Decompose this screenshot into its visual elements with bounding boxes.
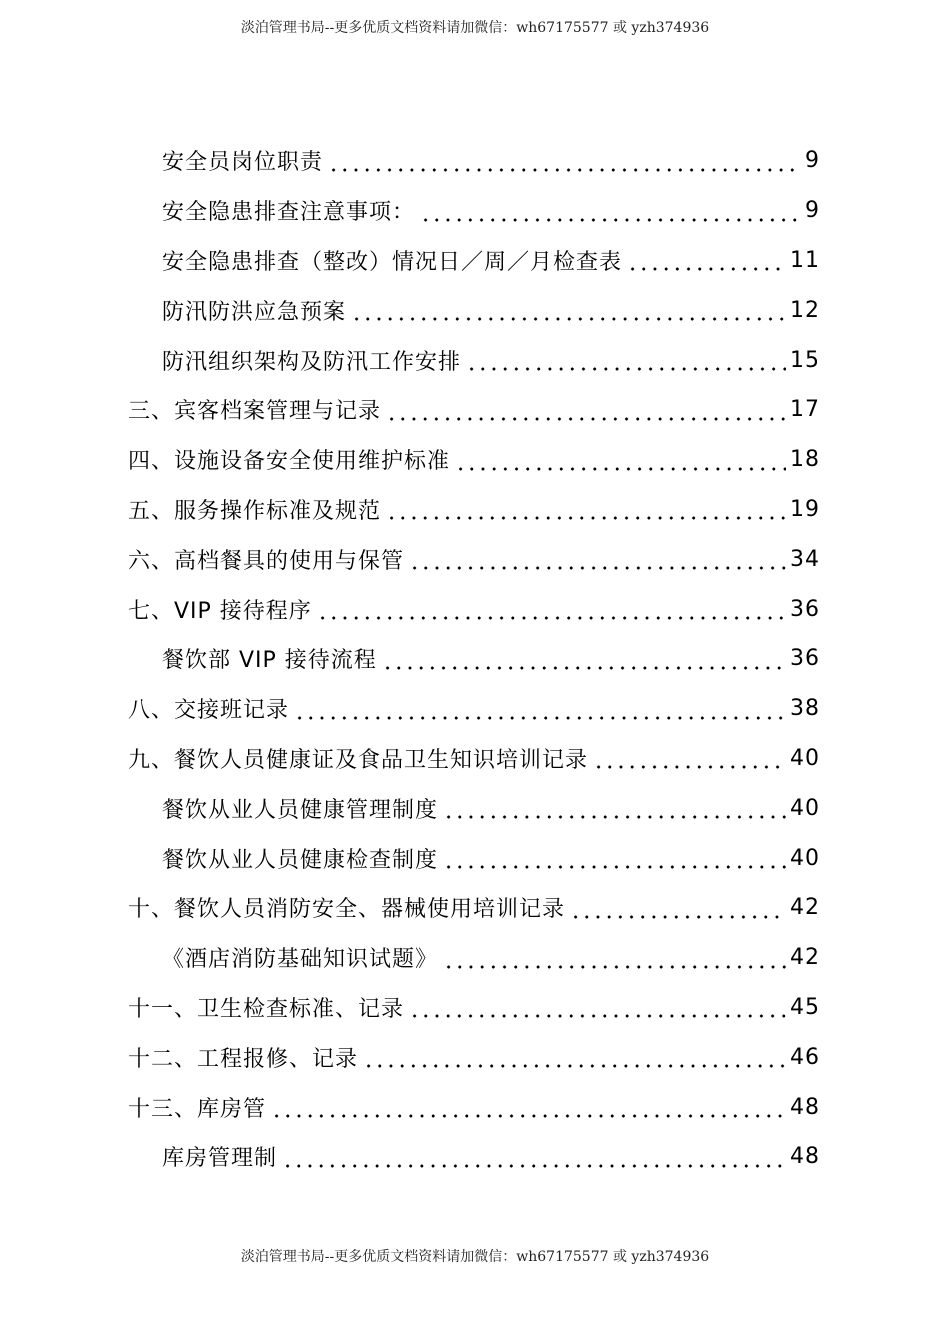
toc-entry-page: 19 bbox=[790, 496, 820, 522]
toc-entry[interactable] bbox=[0, 236, 820, 286]
toc-entry-page: 17 bbox=[790, 397, 820, 423]
toc-entry-page: 40 bbox=[790, 845, 820, 871]
toc-entry-page: 42 bbox=[790, 895, 820, 921]
page-header: 淡泊管理书局--更多优质文档资料请加微信：wh67175577 或 yzh374936 bbox=[240, 20, 710, 36]
table-of-contents bbox=[0, 136, 950, 1182]
dot-leader bbox=[440, 794, 786, 822]
toc-entry[interactable] bbox=[0, 684, 820, 734]
toc-entry-page: 42 bbox=[790, 945, 820, 971]
toc-entry-title: 五、服务操作标准及规范 bbox=[128, 498, 382, 524]
toc-entry[interactable] bbox=[0, 1032, 820, 1082]
toc-entry-page: 12 bbox=[790, 297, 820, 323]
dot-leader bbox=[590, 744, 786, 772]
toc-entry-title: 安全隐患排查（整改）情况日／周／月检查表 bbox=[162, 249, 623, 275]
toc-entry-page: 48 bbox=[790, 1094, 820, 1120]
toc-entry-title: 四、设施设备安全使用维护标准 bbox=[128, 449, 451, 475]
dot-leader bbox=[325, 147, 801, 175]
page-footer: 淡泊管理书局--更多优质文档资料请加微信：wh67175577 或 yzh374936 bbox=[240, 1249, 710, 1265]
toc-entry-page: 36 bbox=[790, 596, 820, 622]
toc-entry-page: 46 bbox=[790, 1044, 820, 1070]
toc-entry[interactable] bbox=[0, 136, 820, 186]
dot-leader bbox=[383, 495, 786, 523]
toc-entry-page: 18 bbox=[790, 447, 820, 473]
toc-entry-page: 40 bbox=[790, 795, 820, 821]
toc-entry[interactable] bbox=[0, 385, 820, 435]
dot-leader bbox=[279, 1143, 786, 1171]
toc-entry[interactable] bbox=[0, 734, 820, 784]
dot-leader bbox=[417, 197, 801, 225]
toc-entry-title: 六、高档餐具的使用与保管 bbox=[128, 548, 405, 574]
toc-entry[interactable] bbox=[0, 534, 820, 584]
toc-entry-title: 十一、卫生检查标准、记录 bbox=[128, 996, 405, 1022]
toc-entry-title: 九、餐饮人员健康证及食品卫生知识培训记录 bbox=[128, 747, 589, 773]
toc-entry-title: 八、交接班记录 bbox=[128, 698, 290, 724]
toc-entry-page: 9 bbox=[805, 198, 820, 224]
dot-leader bbox=[383, 396, 786, 424]
dot-leader bbox=[406, 545, 786, 573]
dot-leader bbox=[406, 993, 786, 1021]
toc-entry[interactable] bbox=[0, 584, 820, 634]
toc-entry-title: 安全隐患排查注意事项： bbox=[162, 200, 416, 226]
dot-leader bbox=[624, 246, 786, 274]
toc-entry-page: 11 bbox=[790, 247, 820, 273]
dot-leader bbox=[314, 595, 786, 623]
toc-entry-page: 34 bbox=[790, 546, 820, 572]
toc-entry[interactable] bbox=[0, 983, 820, 1033]
toc-entry[interactable] bbox=[0, 186, 820, 236]
dot-leader bbox=[360, 1043, 786, 1071]
toc-entry[interactable] bbox=[0, 335, 820, 385]
dot-leader bbox=[379, 645, 786, 673]
toc-entry[interactable] bbox=[0, 883, 820, 933]
toc-entry-page: 15 bbox=[790, 347, 820, 373]
toc-entry-title: 库房管理制 bbox=[162, 1146, 278, 1172]
toc-entry-title: 《酒店消防基础知识试题》 bbox=[162, 947, 439, 973]
toc-entry-title: 防汛防洪应急预案 bbox=[162, 299, 347, 325]
toc-entry-title: 餐饮从业人员健康管理制度 bbox=[162, 797, 439, 823]
toc-entry-page: 48 bbox=[790, 1144, 820, 1170]
toc-entry-page: 40 bbox=[790, 745, 820, 771]
toc-entry-page: 38 bbox=[790, 696, 820, 722]
toc-entry-page: 45 bbox=[790, 994, 820, 1020]
toc-entry-title: 十二、工程报修、记录 bbox=[128, 1046, 359, 1072]
dot-leader bbox=[348, 296, 786, 324]
toc-entry[interactable] bbox=[0, 833, 820, 883]
toc-entry-title: 十、餐饮人员消防安全、器械使用培训记录 bbox=[128, 897, 566, 923]
toc-entry-page: 36 bbox=[790, 646, 820, 672]
dot-leader bbox=[268, 1093, 786, 1121]
toc-entry-title: 三、宾客档案管理与记录 bbox=[128, 399, 382, 425]
dot-leader bbox=[452, 446, 786, 474]
dot-leader bbox=[440, 944, 786, 972]
toc-entry[interactable] bbox=[0, 435, 820, 485]
dot-leader bbox=[291, 695, 786, 723]
toc-entry-title: 防汛组织架构及防汛工作安排 bbox=[162, 349, 462, 375]
toc-entry-title: 餐饮从业人员健康检查制度 bbox=[162, 847, 439, 873]
toc-entry[interactable] bbox=[0, 634, 820, 684]
toc-entry-title: 七、VIP 接待程序 bbox=[128, 598, 312, 624]
toc-entry[interactable] bbox=[0, 1082, 820, 1132]
dot-leader bbox=[567, 894, 786, 922]
dot-leader bbox=[440, 844, 786, 872]
toc-entry[interactable] bbox=[0, 933, 820, 983]
toc-entry-title: 十三、库房管 bbox=[128, 1096, 267, 1122]
toc-entry[interactable] bbox=[0, 1132, 820, 1182]
toc-entry[interactable] bbox=[0, 285, 820, 335]
dot-leader bbox=[463, 346, 786, 374]
toc-entry[interactable] bbox=[0, 485, 820, 535]
toc-entry[interactable] bbox=[0, 783, 820, 833]
toc-entry-page: 9 bbox=[805, 148, 820, 174]
toc-entry-title: 餐饮部 VIP 接待流程 bbox=[162, 648, 377, 674]
toc-entry-title: 安全员岗位职责 bbox=[162, 150, 324, 176]
